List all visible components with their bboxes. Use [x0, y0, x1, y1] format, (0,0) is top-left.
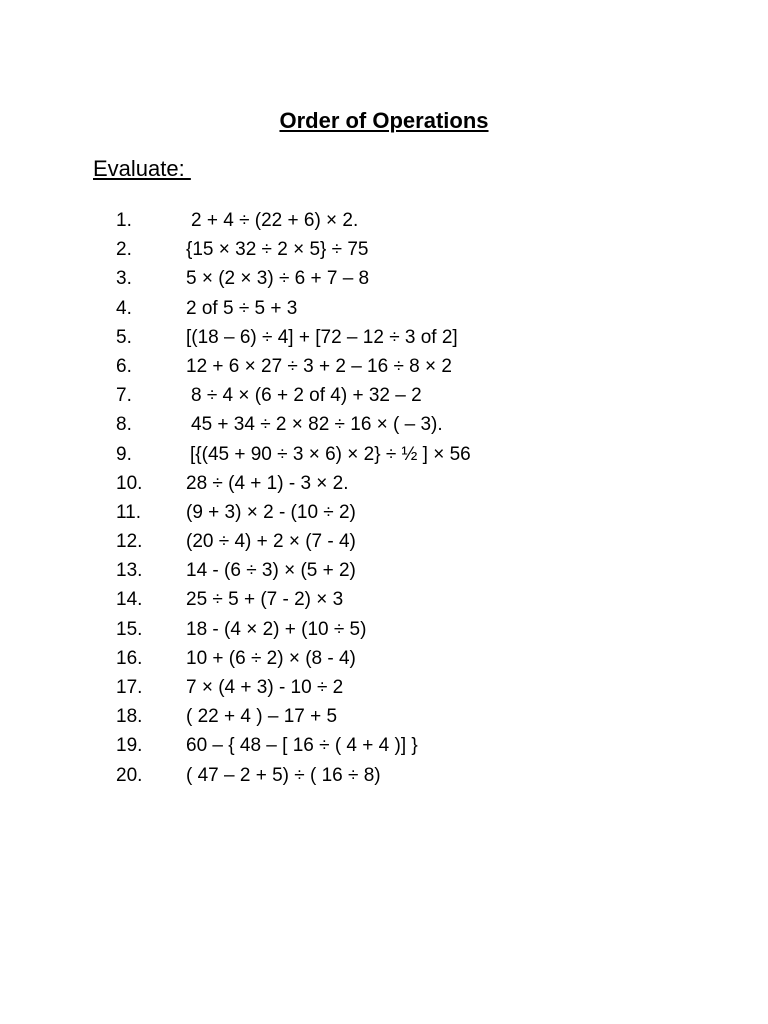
problem-expression: 2 of 5 ÷ 5 + 3	[186, 297, 298, 319]
problem-expression: (20 ÷ 4) + 2 × (7 - 4)	[186, 531, 356, 553]
problem-number: 14.	[116, 589, 143, 611]
problem-number: 3.	[116, 268, 132, 290]
problem-expression: [{(45 + 90 ÷ 3 × 6) × 2} ÷ ½ ] × 56	[190, 443, 471, 465]
problem-number: 19.	[116, 735, 143, 757]
problem-expression: ( 47 – 2 + 5) ÷ ( 16 ÷ 8)	[186, 764, 381, 786]
problem-number: 10.	[116, 472, 143, 494]
problem-number: 7.	[116, 385, 132, 407]
page-title: Order of Operations	[279, 108, 489, 133]
problem-expression: 18 - (4 × 2) + (10 ÷ 5)	[186, 618, 367, 640]
problem-expression: 2 + 4 ÷ (22 + 6) × 2.	[191, 210, 359, 231]
problem-number: 20.	[116, 764, 143, 786]
problem-number: 18.	[116, 706, 143, 728]
problem-expression: 14 - (6 ÷ 3) × (5 + 2)	[186, 560, 356, 582]
problem-expression: ( 22 + 4 ) – 17 + 5	[186, 706, 338, 728]
problem-expression: 8 ÷ 4 × (6 + 2 of 4) + 32 – 2	[191, 385, 422, 407]
instruction-heading: Evaluate:	[93, 156, 191, 181]
problem-expression: 5 × (2 × 3) ÷ 6 + 7 – 8	[186, 268, 370, 290]
problem-number: 1.	[116, 210, 132, 231]
problem-number: 11.	[116, 501, 142, 523]
problem-expression: 12 + 6 × 27 ÷ 3 + 2 – 16 ÷ 8 × 2	[186, 355, 452, 377]
problem-expression: 60 – { 48 – [ 16 ÷ ( 4 + 4 )] }	[186, 735, 418, 757]
problem-expression: 45 + 34 ÷ 2 × 82 ÷ 16 × ( – 3).	[191, 414, 443, 436]
problem-number: 2.	[116, 239, 132, 261]
problem-number: 4.	[116, 297, 132, 319]
problem-expression: [(18 – 6) ÷ 4] + [72 – 12 ÷ 3 of 2]	[186, 326, 458, 348]
problem-number: 8.	[116, 414, 132, 436]
problem-expression: 28 ÷ (4 + 1) - 3 × 2.	[186, 472, 349, 494]
problem-number: 5.	[116, 326, 132, 348]
problem-number: 6.	[116, 355, 132, 377]
problem-expression: {15 × 32 ÷ 2 × 5} ÷ 75	[186, 239, 369, 261]
problem-number: 9.	[116, 443, 132, 465]
problem-number: 16.	[116, 647, 143, 669]
problem-expression: 10 + (6 ÷ 2) × (8 - 4)	[186, 647, 356, 669]
problem-number: 12.	[116, 531, 143, 553]
problem-expression: 25 ÷ 5 + (7 - 2) × 3	[186, 589, 344, 611]
problem-number: 13.	[116, 560, 143, 582]
problem-number: 15.	[116, 618, 143, 640]
problem-expression: 7 × (4 + 3) - 10 ÷ 2	[186, 677, 344, 698]
problem-expression: (9 + 3) × 2 - (10 ÷ 2)	[186, 501, 356, 523]
problem-number: 17.	[116, 677, 143, 698]
